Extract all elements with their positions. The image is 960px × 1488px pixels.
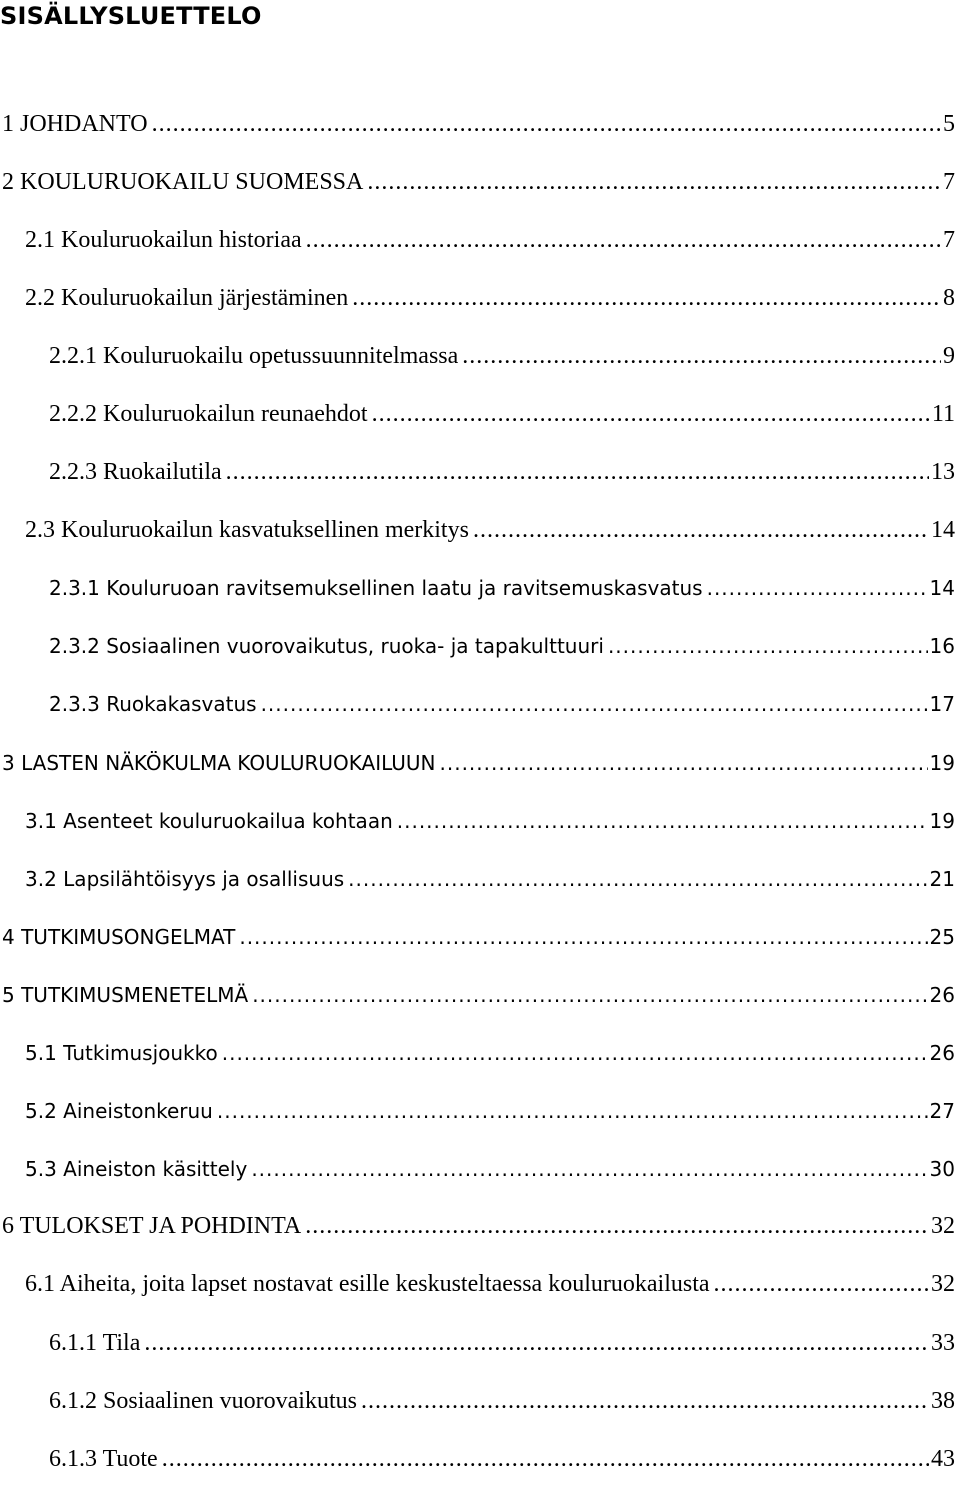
toc-entry[interactable] bbox=[0, 211, 955, 269]
toc-entry-title: 6 TULOKSET JA POHDINTA bbox=[2, 1213, 302, 1240]
toc-entry-page: 16 bbox=[929, 634, 955, 659]
toc-entry-title: 3.2 Lapsilähtöisyys ja osallisuus bbox=[25, 866, 345, 891]
toc-entry[interactable] bbox=[0, 559, 955, 617]
toc-entry-title: 2.2.1 Kouluruokailu opetussuunnitelmassa bbox=[49, 342, 459, 369]
toc-entry-title: 6.1.2 Sosiaalinen vuorovaikutus bbox=[49, 1387, 357, 1414]
toc-entry-page: 9 bbox=[943, 342, 955, 369]
toc-entry-title: 5 TUTKIMUSMENETELMÄ bbox=[2, 982, 249, 1007]
toc-entry[interactable] bbox=[0, 1372, 955, 1430]
toc-entry-title: 2.2 Kouluruokailun järjestäminen bbox=[25, 284, 349, 311]
toc-entry-page: 7 bbox=[943, 226, 955, 253]
toc-entry-page: 32 bbox=[931, 1271, 955, 1298]
dot-leader bbox=[261, 692, 928, 716]
page-title: SISÄLLYSLUETTELO bbox=[0, 2, 262, 30]
dot-leader bbox=[361, 1388, 929, 1415]
toc-entry[interactable] bbox=[0, 1140, 955, 1198]
toc-entry-title: 2.3.2 Sosiaalinen vuorovaikutus, ruoka- ja tapakulttuuri bbox=[49, 634, 604, 659]
toc-entry[interactable] bbox=[0, 734, 955, 792]
dot-leader bbox=[352, 285, 941, 312]
toc-entry-title: 2.3.1 Kouluruoan ravitsemuksellinen laatu ja ravitsemuskasvatus bbox=[49, 576, 703, 601]
toc-entry-page: 19 bbox=[929, 808, 955, 833]
toc-entry-page: 14 bbox=[929, 576, 955, 601]
toc-entry[interactable] bbox=[0, 1314, 955, 1372]
dot-leader bbox=[714, 1271, 929, 1298]
toc-entry-page: 25 bbox=[929, 924, 955, 949]
toc-entry-title: 2.2.3 Ruokailutila bbox=[49, 458, 222, 485]
toc-entry[interactable] bbox=[0, 385, 955, 443]
toc-entry-title: 2 KOULURUOKAILU SUOMESSA bbox=[2, 168, 364, 195]
toc-entry-page: 5 bbox=[943, 110, 955, 137]
dot-leader bbox=[144, 1330, 929, 1357]
table-of-contents bbox=[0, 95, 955, 1488]
dot-leader bbox=[252, 983, 927, 1007]
toc-entry-title: 2.3 Kouluruokailun kasvatuksellinen merkitys bbox=[25, 516, 469, 543]
toc-entry[interactable] bbox=[0, 1024, 955, 1082]
toc-entry[interactable] bbox=[0, 95, 955, 153]
toc-entry[interactable] bbox=[0, 1256, 955, 1314]
toc-entry[interactable] bbox=[0, 850, 955, 908]
dot-leader bbox=[251, 1157, 927, 1181]
toc-entry-page: 33 bbox=[931, 1329, 955, 1356]
toc-entry-title: 5.1 Tutkimusjoukko bbox=[25, 1040, 218, 1065]
toc-entry-page: 30 bbox=[929, 1156, 955, 1181]
toc-entry[interactable] bbox=[0, 1082, 955, 1140]
toc-entry-title: 6.1.1 Tila bbox=[49, 1329, 141, 1356]
toc-entry-page: 26 bbox=[929, 982, 955, 1007]
toc-entry-page: 38 bbox=[931, 1387, 955, 1414]
dot-leader bbox=[462, 343, 941, 370]
toc-entry[interactable] bbox=[0, 327, 955, 385]
dot-leader bbox=[239, 925, 927, 949]
dot-leader bbox=[305, 1213, 929, 1240]
toc-entry-title: 5.2 Aineistonkeruu bbox=[25, 1098, 213, 1123]
toc-entry[interactable] bbox=[0, 675, 955, 733]
toc-entry-title: 5.3 Aineiston käsittely bbox=[25, 1156, 248, 1181]
toc-entry-page: 17 bbox=[929, 692, 955, 717]
toc-entry-title: 3 LASTEN NÄKÖKULMA KOULURUOKAILUUN bbox=[2, 750, 436, 775]
dot-leader bbox=[473, 517, 929, 544]
dot-leader bbox=[348, 867, 927, 891]
toc-entry-title: 2.3.3 Ruokakasvatus bbox=[49, 692, 257, 717]
toc-entry-title: 6.1.3 Tuote bbox=[49, 1445, 158, 1472]
toc-entry-title: 6.1 Aiheita, joita lapset nostavat esille keskusteltaessa kouluruokailusta bbox=[25, 1271, 710, 1298]
toc-entry[interactable] bbox=[0, 153, 955, 211]
toc-entry-page: 32 bbox=[931, 1213, 955, 1240]
toc-entry-title: 1 JOHDANTO bbox=[2, 110, 148, 137]
toc-entry[interactable] bbox=[0, 501, 955, 559]
toc-entry[interactable] bbox=[0, 617, 955, 675]
toc-entry-page: 43 bbox=[931, 1445, 955, 1472]
toc-entry-title: 4 TUTKIMUSONGELMAT bbox=[2, 924, 236, 949]
toc-entry[interactable] bbox=[0, 443, 955, 501]
toc-entry-title: 3.1 Asenteet kouluruokailua kohtaan bbox=[25, 808, 393, 833]
toc-entry[interactable] bbox=[0, 792, 955, 850]
toc-entry[interactable] bbox=[0, 908, 955, 966]
dot-leader bbox=[217, 1099, 928, 1123]
toc-entry[interactable] bbox=[0, 269, 955, 327]
toc-entry-page: 26 bbox=[929, 1040, 955, 1065]
toc-entry-page: 7 bbox=[943, 168, 955, 195]
dot-leader bbox=[608, 634, 928, 658]
dot-leader bbox=[222, 1041, 928, 1065]
dot-leader bbox=[162, 1446, 929, 1473]
dot-leader bbox=[707, 576, 928, 600]
toc-entry[interactable] bbox=[0, 966, 955, 1024]
toc-entry-page: 27 bbox=[929, 1098, 955, 1123]
toc-entry[interactable] bbox=[0, 1430, 955, 1488]
dot-leader bbox=[152, 111, 941, 138]
toc-entry-page: 14 bbox=[931, 516, 955, 543]
toc-entry-page: 13 bbox=[931, 458, 955, 485]
toc-entry-page: 8 bbox=[943, 284, 955, 311]
toc-entry-title: 2.1 Kouluruokailun historiaa bbox=[25, 226, 302, 253]
dot-leader bbox=[226, 459, 929, 486]
dot-leader bbox=[397, 809, 928, 833]
dot-leader bbox=[372, 401, 930, 428]
toc-entry-title: 2.2.2 Kouluruokailun reunaehdot bbox=[49, 400, 368, 427]
dot-leader bbox=[306, 227, 941, 254]
toc-entry-page: 19 bbox=[929, 750, 955, 775]
dot-leader bbox=[367, 169, 941, 196]
toc-entry[interactable] bbox=[0, 1198, 955, 1256]
toc-entry-page: 11 bbox=[931, 400, 955, 427]
toc-entry-page: 21 bbox=[929, 866, 955, 891]
dot-leader bbox=[440, 751, 928, 775]
